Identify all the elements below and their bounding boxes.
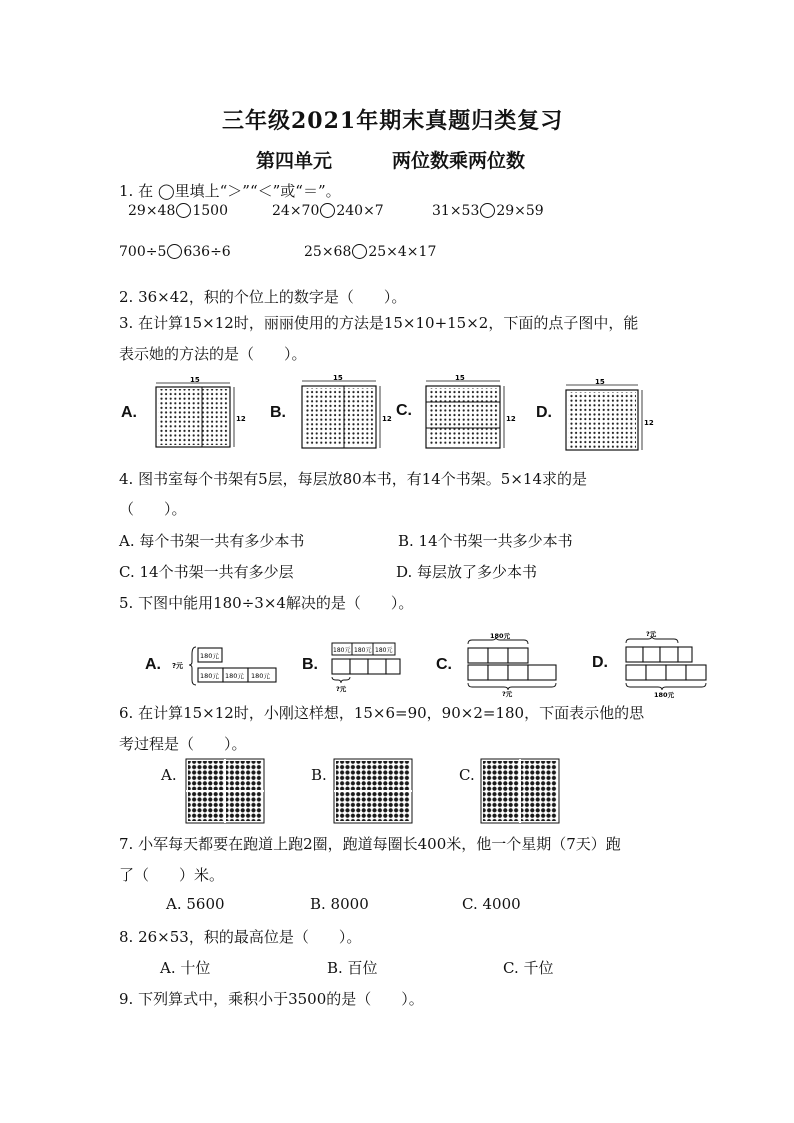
page-title: 三年级2021年期末真题归类复习: [222, 108, 564, 134]
q4-option-d[interactable]: D. 每层放了多少本书: [396, 563, 538, 581]
q5-option-c-label[interactable]: C.: [436, 656, 452, 673]
q2-text: 2. 36×42，积的个位上的数字是（ ）。: [119, 288, 407, 306]
q5-a-cell: 180元: [251, 672, 270, 680]
q5-c-top-label: 180元: [490, 632, 511, 640]
q1-item: 24×70 240×7: [272, 203, 384, 219]
q4-line2: （ ）。: [119, 500, 187, 518]
q1-text: 1. 在 ◯里填上“＞”“＜”或“＝”。: [119, 182, 341, 200]
q5-a-unknown: ?元: [172, 662, 184, 670]
q8-text: 8. 26×53，积的最高位是（ ）。: [119, 928, 362, 946]
unit-label: 第四单元: [256, 150, 333, 172]
q3-a-side-label: 12: [236, 415, 246, 423]
q6-line1: 6. 在计算15×12时，小刚这样想，15×6=90，90×2=180，下面表示他的思: [119, 704, 645, 722]
q6-dot-grid-c: [481, 759, 559, 823]
unit-topic: 两位数乘两位数: [392, 150, 526, 172]
q3-d-side-label: 12: [644, 419, 654, 427]
q5-option-d-label[interactable]: D.: [592, 654, 608, 671]
q3-c-side-label: 12: [506, 415, 516, 423]
q3-option-a-label[interactable]: A.: [121, 404, 137, 421]
q7-line2: 了（ ）米。: [119, 866, 225, 884]
q5-d-bottom-label: 180元: [654, 691, 675, 699]
q5-diagram-d: [620, 628, 712, 698]
compare-circle[interactable]: [167, 244, 182, 259]
q5-text: 5. 下图中能用180÷3×4解决的是（ ）。: [119, 594, 414, 612]
q4-option-a[interactable]: A. 每个书架一共有多少本书: [119, 532, 305, 550]
q8-option-a[interactable]: A. 十位: [160, 959, 211, 977]
q6-dot-grid-a: [186, 759, 264, 823]
compare-circle[interactable]: [176, 203, 191, 218]
q3-dot-grid-c: [420, 374, 516, 454]
q7-line1: 7. 小军每天都要在跑道上跑2圈，跑道每圈长400米，他一个星期（7天）跑: [119, 835, 621, 853]
q5-a-cell: 180元: [225, 672, 244, 680]
q3-a-top-label: 15: [190, 376, 200, 384]
q3-option-b-label[interactable]: B.: [270, 404, 286, 421]
q1-item: 25×68 25×4×17: [304, 244, 437, 260]
q3-line2: 表示她的方法的是（ ）。: [119, 345, 307, 363]
q4-option-c[interactable]: C. 14个书架一共有多少层: [119, 563, 294, 581]
compare-circle[interactable]: [320, 203, 335, 218]
q5-c-unknown: ?元: [502, 690, 513, 698]
q6-option-c-label[interactable]: C.: [459, 766, 475, 784]
q7-option-a[interactable]: A. 5600: [166, 895, 225, 913]
q6-line2: 考过程是（ ）。: [119, 735, 247, 753]
compare-circle[interactable]: [352, 244, 367, 259]
q5-diagram-b: [326, 640, 404, 694]
q6-option-a-label[interactable]: A.: [161, 766, 177, 784]
q3-dot-grid-b: [296, 374, 392, 454]
q3-dot-grid-a: [150, 376, 246, 454]
q8-option-b[interactable]: B. 百位: [327, 959, 378, 977]
q3-line1: 3. 在计算15×12时，丽丽使用的方法是15×10+15×2，下面的点子图中，能: [119, 314, 639, 332]
q1-item: 31×53 29×59: [432, 203, 544, 219]
q5-b-cell: 180元: [354, 647, 372, 654]
q5-diagram-c: [462, 630, 560, 696]
q5-b-cell: 180元: [375, 647, 393, 654]
q6-option-b-label[interactable]: B.: [311, 766, 327, 784]
q4-option-b[interactable]: B. 14个书架一共多少本书: [398, 532, 573, 550]
q1-item: 700÷5 636÷6: [119, 244, 231, 260]
q5-d-unknown: ?元: [646, 630, 657, 638]
compare-circle[interactable]: [480, 203, 495, 218]
q3-option-d-label[interactable]: D.: [536, 404, 552, 421]
q3-d-top-label: 15: [595, 378, 605, 386]
q7-option-b[interactable]: B. 8000: [310, 895, 369, 913]
q5-a-cell: 180元: [200, 652, 219, 660]
q3-dot-grid-d: [560, 380, 652, 456]
q9-text: 9. 下列算式中，乘积小于3500的是（ ）。: [119, 990, 424, 1008]
q5-option-a-label[interactable]: A.: [145, 656, 161, 673]
q5-b-cell: 180元: [333, 647, 351, 654]
q3-c-top-label: 15: [455, 374, 465, 382]
q3-option-c-label[interactable]: C.: [396, 402, 412, 419]
q3-b-side-label: 12: [382, 415, 392, 423]
q5-option-b-label[interactable]: B.: [302, 656, 318, 673]
q7-option-c[interactable]: C. 4000: [462, 895, 521, 913]
q5-b-unknown: ?元: [336, 685, 347, 693]
q1-item: 29×48 1500: [128, 203, 228, 219]
q3-b-top-label: 15: [333, 374, 343, 382]
q5-a-cell: 180元: [200, 672, 219, 680]
q4-line1: 4. 图书室每个书架有5层，每层放80本书，有14个书架。5×14求的是: [119, 470, 587, 488]
q8-option-c[interactable]: C. 千位: [503, 959, 554, 977]
q6-dot-grid-b: [334, 759, 412, 823]
q5-diagram-a: [170, 644, 282, 688]
